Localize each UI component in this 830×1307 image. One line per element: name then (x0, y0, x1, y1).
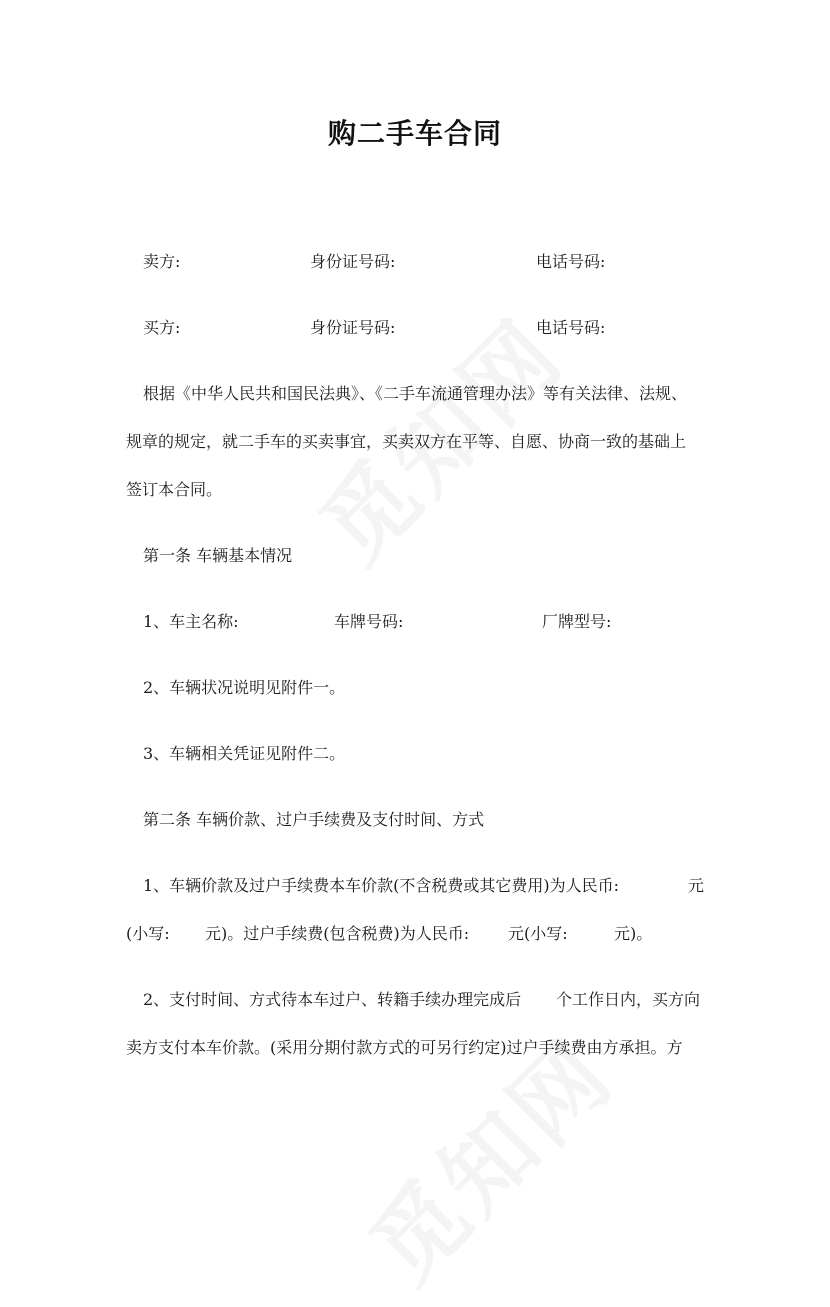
buyer-label: 买方: (143, 318, 181, 337)
article2-heading: 第二条 车辆价款、过户手续费及支付时间、方式 (143, 810, 485, 829)
article1-heading: 第一条 车辆基本情况 (143, 546, 293, 565)
buyer-phone-label: 电话号码: (536, 318, 606, 337)
article2-item1-line2-part2: 元)。过户手续费(包含税费)为人民币: (205, 924, 470, 943)
article1-item2: 2、车辆状况说明见附件一。 (143, 678, 346, 697)
intro-line-1: 根据《中华人民共和国民法典》、《二手车流通管理办法》等有关法律、法规、 (143, 384, 688, 403)
seller-id-label: 身份证号码: (310, 252, 396, 271)
intro-line-2: 规章的规定，就二手车的买卖事宜，买卖双方在平等、自愿、协商一致的基础上 (126, 432, 687, 451)
article2-item2-line2: 卖方支付本车价款。(采用分期付款方式的可另行约定)过户手续费由方承担。方 (126, 1038, 683, 1057)
seller-label: 卖方: (143, 252, 181, 271)
page-title: 购二手车合同 (327, 117, 502, 150)
article2-item1-line2-part3: 元(小写: (508, 924, 568, 943)
article2-item1-line1: 1、车辆价款及过户手续费本车价款(不含税费或其它费用)为人民币: (143, 876, 620, 895)
article2-item2-line1-part2: 个工作日内，买方向 (556, 990, 701, 1009)
model-label: 厂牌型号: (542, 612, 612, 631)
article2-item1-line2-part1: (小写: (126, 924, 170, 943)
buyer-id-label: 身份证号码: (310, 318, 396, 337)
article2-item1-line2-part4: 元)。 (614, 924, 653, 943)
intro-line-3: 签订本合同。 (126, 480, 223, 499)
article2-item2-line1-part1: 2、支付时间、方式待本车过户、转籍手续办理完成后 (143, 990, 522, 1009)
plate-number-label: 车牌号码: (334, 612, 404, 631)
article1-item3: 3、车辆相关凭证见附件二。 (143, 744, 346, 763)
owner-name-label: 1、车主名称: (143, 612, 239, 631)
seller-phone-label: 电话号码: (536, 252, 606, 271)
article2-item1-yuan: 元 (688, 876, 705, 895)
